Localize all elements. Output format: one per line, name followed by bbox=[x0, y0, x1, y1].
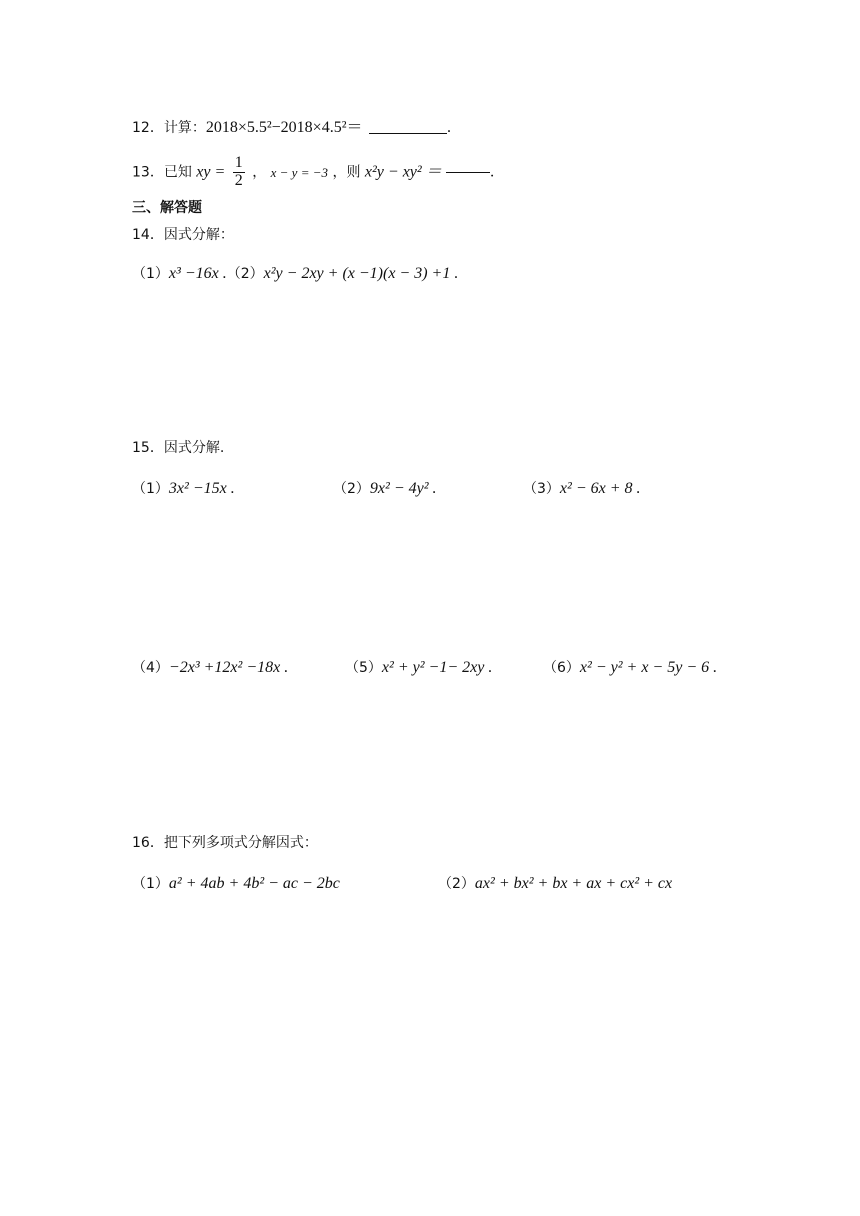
question-13-condition: x − y = −3 bbox=[270, 164, 328, 180]
part-expression: 3x² −15x . bbox=[168, 480, 235, 497]
part-label: （1） bbox=[132, 481, 169, 497]
question-12-label: 12．计算： bbox=[132, 120, 206, 136]
part-expression: x² − 6x + 8 . bbox=[559, 480, 641, 497]
question-15-label: 15．因式分解. bbox=[132, 440, 225, 456]
fraction-numerator: 1 bbox=[234, 154, 243, 171]
part-label: （2） bbox=[226, 266, 264, 282]
part-label: （5） bbox=[345, 660, 382, 676]
question-15-part-1 bbox=[132, 481, 235, 497]
question-15-part-6 bbox=[543, 660, 717, 676]
question-14-label: 14．因式分解： bbox=[132, 227, 234, 243]
part-expression: ax² + bx² + bx + ax + cx² + cx bbox=[474, 875, 673, 892]
question-15-part-4 bbox=[132, 660, 288, 676]
answer-blank[interactable] bbox=[446, 171, 490, 173]
question-12 bbox=[132, 120, 451, 136]
question-13-end: . bbox=[490, 163, 495, 181]
part-label: （2） bbox=[333, 481, 370, 497]
question-15-part-3 bbox=[523, 481, 641, 497]
separator: ， bbox=[252, 164, 267, 181]
question-16-part-2 bbox=[438, 876, 672, 892]
part-expression: x² + y² −1− 2xy . bbox=[381, 659, 493, 676]
question-12-end: . bbox=[446, 119, 451, 136]
question-15-part-2 bbox=[333, 481, 437, 497]
part-label: （3） bbox=[523, 481, 560, 497]
part-label: （1） bbox=[132, 266, 169, 282]
question-13-condition-lhs: xy = bbox=[196, 163, 226, 181]
fraction-one-half bbox=[233, 155, 245, 190]
part-expression: x³ −16x . bbox=[168, 265, 227, 282]
part-expression: a² + 4ab + 4b² − ac − 2bc bbox=[168, 875, 340, 892]
question-16-label: 16．把下列多项式分解因式： bbox=[132, 835, 318, 851]
question-14-parts bbox=[132, 266, 458, 282]
part-label: （1） bbox=[132, 876, 169, 892]
question-16-part-1 bbox=[132, 876, 340, 892]
part-expression: 9x² − 4y² . bbox=[369, 480, 437, 497]
part-label: （4） bbox=[132, 660, 169, 676]
question-13 bbox=[132, 155, 494, 190]
question-15-part-5 bbox=[345, 660, 492, 676]
separator: ，则 bbox=[332, 164, 361, 181]
question-13-target: x²y − xy² ＝ bbox=[364, 163, 442, 181]
section-heading: 三、解答题 bbox=[132, 200, 202, 216]
part-expression: x² − y² + x − 5y − 6 . bbox=[579, 659, 718, 676]
fraction-denominator: 2 bbox=[234, 171, 243, 189]
part-expression: x²y − 2xy + (x −1)(x − 3) +1 . bbox=[263, 265, 459, 282]
part-label: （6） bbox=[543, 660, 580, 676]
question-12-expression: 2018×5.5²−2018×4.5²＝ bbox=[205, 119, 363, 136]
question-13-label: 13．已知 bbox=[132, 164, 192, 181]
part-label: （2） bbox=[438, 876, 475, 892]
part-expression: −2x³ +12x² −18x . bbox=[168, 659, 289, 676]
answer-blank[interactable] bbox=[369, 132, 447, 134]
